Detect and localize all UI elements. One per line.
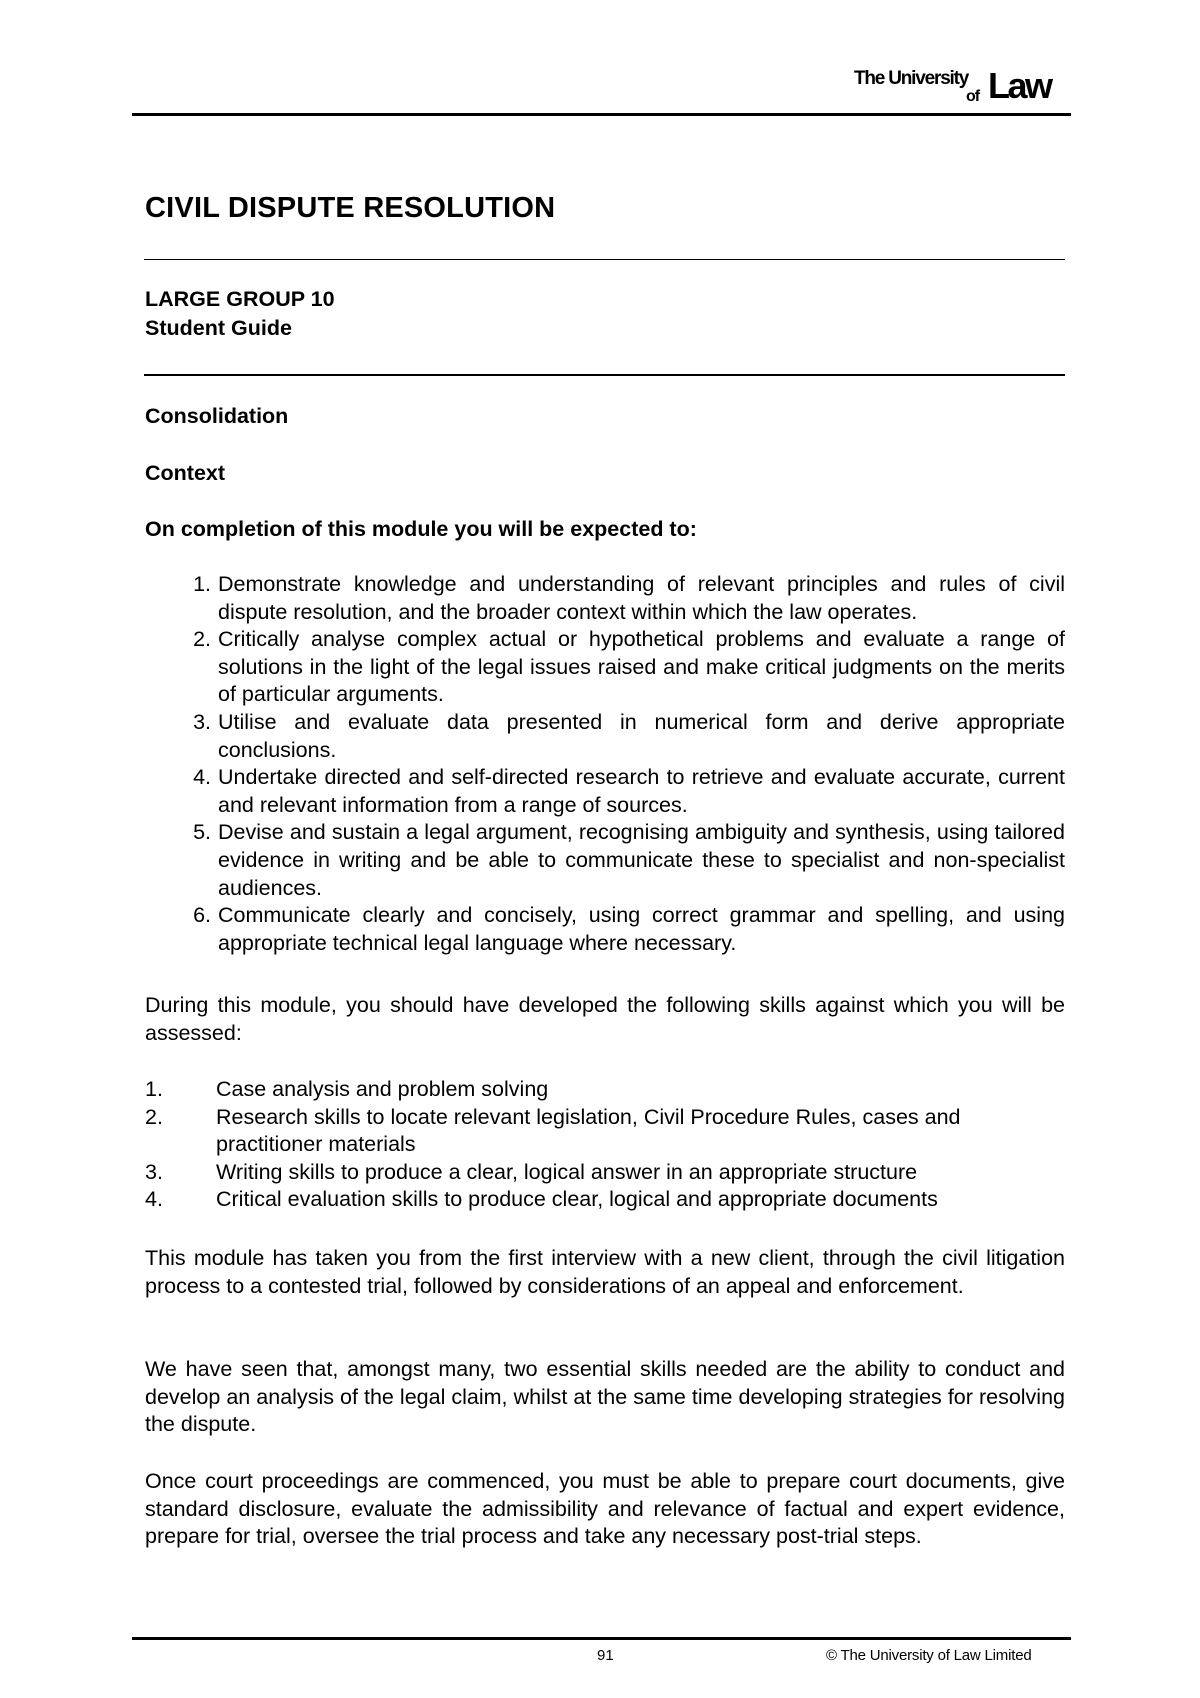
- list-item-number: 4.: [193, 765, 211, 790]
- section-divider: [144, 374, 1065, 376]
- list-item-number: 1.: [193, 572, 211, 596]
- list-item-text: Utilise and evaluate data presented in numerical form and derive appropriate conclusions.: [218, 709, 1065, 762]
- copyright-notice: © The University of Law Limited: [826, 1647, 1032, 1664]
- list-item: [145, 902, 1065, 957]
- list-item-number: 3.: [145, 1159, 163, 1184]
- header-divider: [132, 113, 1071, 116]
- logo-text-line1: The University: [854, 68, 969, 89]
- body-paragraph: This module has taken you from the first interview with a new client, through the civil litigation process to a contested trial, followed by considerations of an appeal and enforcement.: [145, 1246, 1065, 1298]
- skills-list: [145, 1076, 1065, 1214]
- list-item: [145, 571, 1065, 626]
- list-item-number: 1.: [145, 1077, 163, 1101]
- body-paragraph: We have seen that, amongst many, two essential skills needed are the ability to conduct and develop an analysis of the legal claim, whilst at the same time developing strategies for resolving the dispute.: [145, 1357, 1065, 1437]
- document-title: CIVIL DISPUTE RESOLUTION: [145, 192, 556, 224]
- logo-text-line3: Law: [988, 65, 1051, 106]
- objectives-list: [145, 571, 1065, 957]
- list-item-text: Critically analyse complex actual or hypothetical problems and evaluate a range of solutions in the light of the legal issues raised and make critical judgments on the merits of particular arguments.: [218, 627, 1065, 707]
- list-item: [145, 1104, 1065, 1159]
- logo-text-line2: of: [966, 88, 980, 105]
- section-heading: Consolidation: [145, 404, 289, 428]
- subsection-heading: Context: [145, 461, 226, 485]
- list-item-text: Case analysis and problem solving: [216, 1077, 549, 1101]
- list-item-number: 2.: [193, 627, 211, 652]
- skills-intro-paragraph: During this module, you should have developed the following skills against which you will be assessed:: [145, 993, 1065, 1045]
- title-divider: [144, 259, 1065, 260]
- list-item: [145, 819, 1065, 902]
- list-item-text: Research skills to locate relevant legislation, Civil Procedure Rules, cases and practitioner materials: [216, 1104, 961, 1157]
- body-paragraph: Once court proceedings are commenced, you must be able to prepare court documents, give standard disclosure, evaluate the admissibility and relevance of factual and expert evidence, prepare for trial, oversee the trial process and take any necessary post-trial steps.: [145, 1469, 1065, 1549]
- page-number: 91: [597, 1647, 614, 1664]
- list-item-text: Undertake directed and self-directed research to retrieve and evaluate accurate, current and relevant information from a range of sources.: [218, 765, 1065, 817]
- university-logo: [854, 62, 1064, 112]
- list-item-number: 5.: [193, 820, 211, 845]
- list-item-text: Critical evaluation skills to produce clear, logical and appropriate documents: [216, 1187, 938, 1212]
- objectives-heading: On completion of this module you will be expected to:: [145, 517, 697, 541]
- list-item-number: 6.: [193, 903, 211, 928]
- session-label: LARGE GROUP 10: [145, 287, 335, 311]
- list-item-text: Communicate clearly and concisely, using correct grammar and spelling, and using appropriate technical legal language where necessary.: [218, 903, 1065, 955]
- list-item: [145, 626, 1065, 709]
- list-item: [145, 1186, 1065, 1214]
- list-item: [145, 764, 1065, 819]
- list-item-text: Devise and sustain a legal argument, recognising ambiguity and synthesis, using tailored evidence in writing and be able to communicate these to specialist and non-specialist audiences.: [218, 820, 1065, 900]
- footer-divider: [132, 1637, 1071, 1640]
- guide-label: Student Guide: [145, 316, 292, 340]
- list-item-number: 4.: [145, 1187, 163, 1212]
- list-item-text: Writing skills to produce a clear, logical answer in an appropriate structure: [216, 1159, 918, 1184]
- list-item: [145, 1076, 1065, 1104]
- list-item: [145, 709, 1065, 764]
- list-item-number: 2.: [145, 1104, 163, 1129]
- list-item-number: 3.: [193, 709, 211, 734]
- list-item-text: Demonstrate knowledge and understanding of relevant principles and rules of civil dispute resolution, and the broader context within which the law operates.: [218, 572, 1065, 624]
- list-item: [145, 1159, 1065, 1187]
